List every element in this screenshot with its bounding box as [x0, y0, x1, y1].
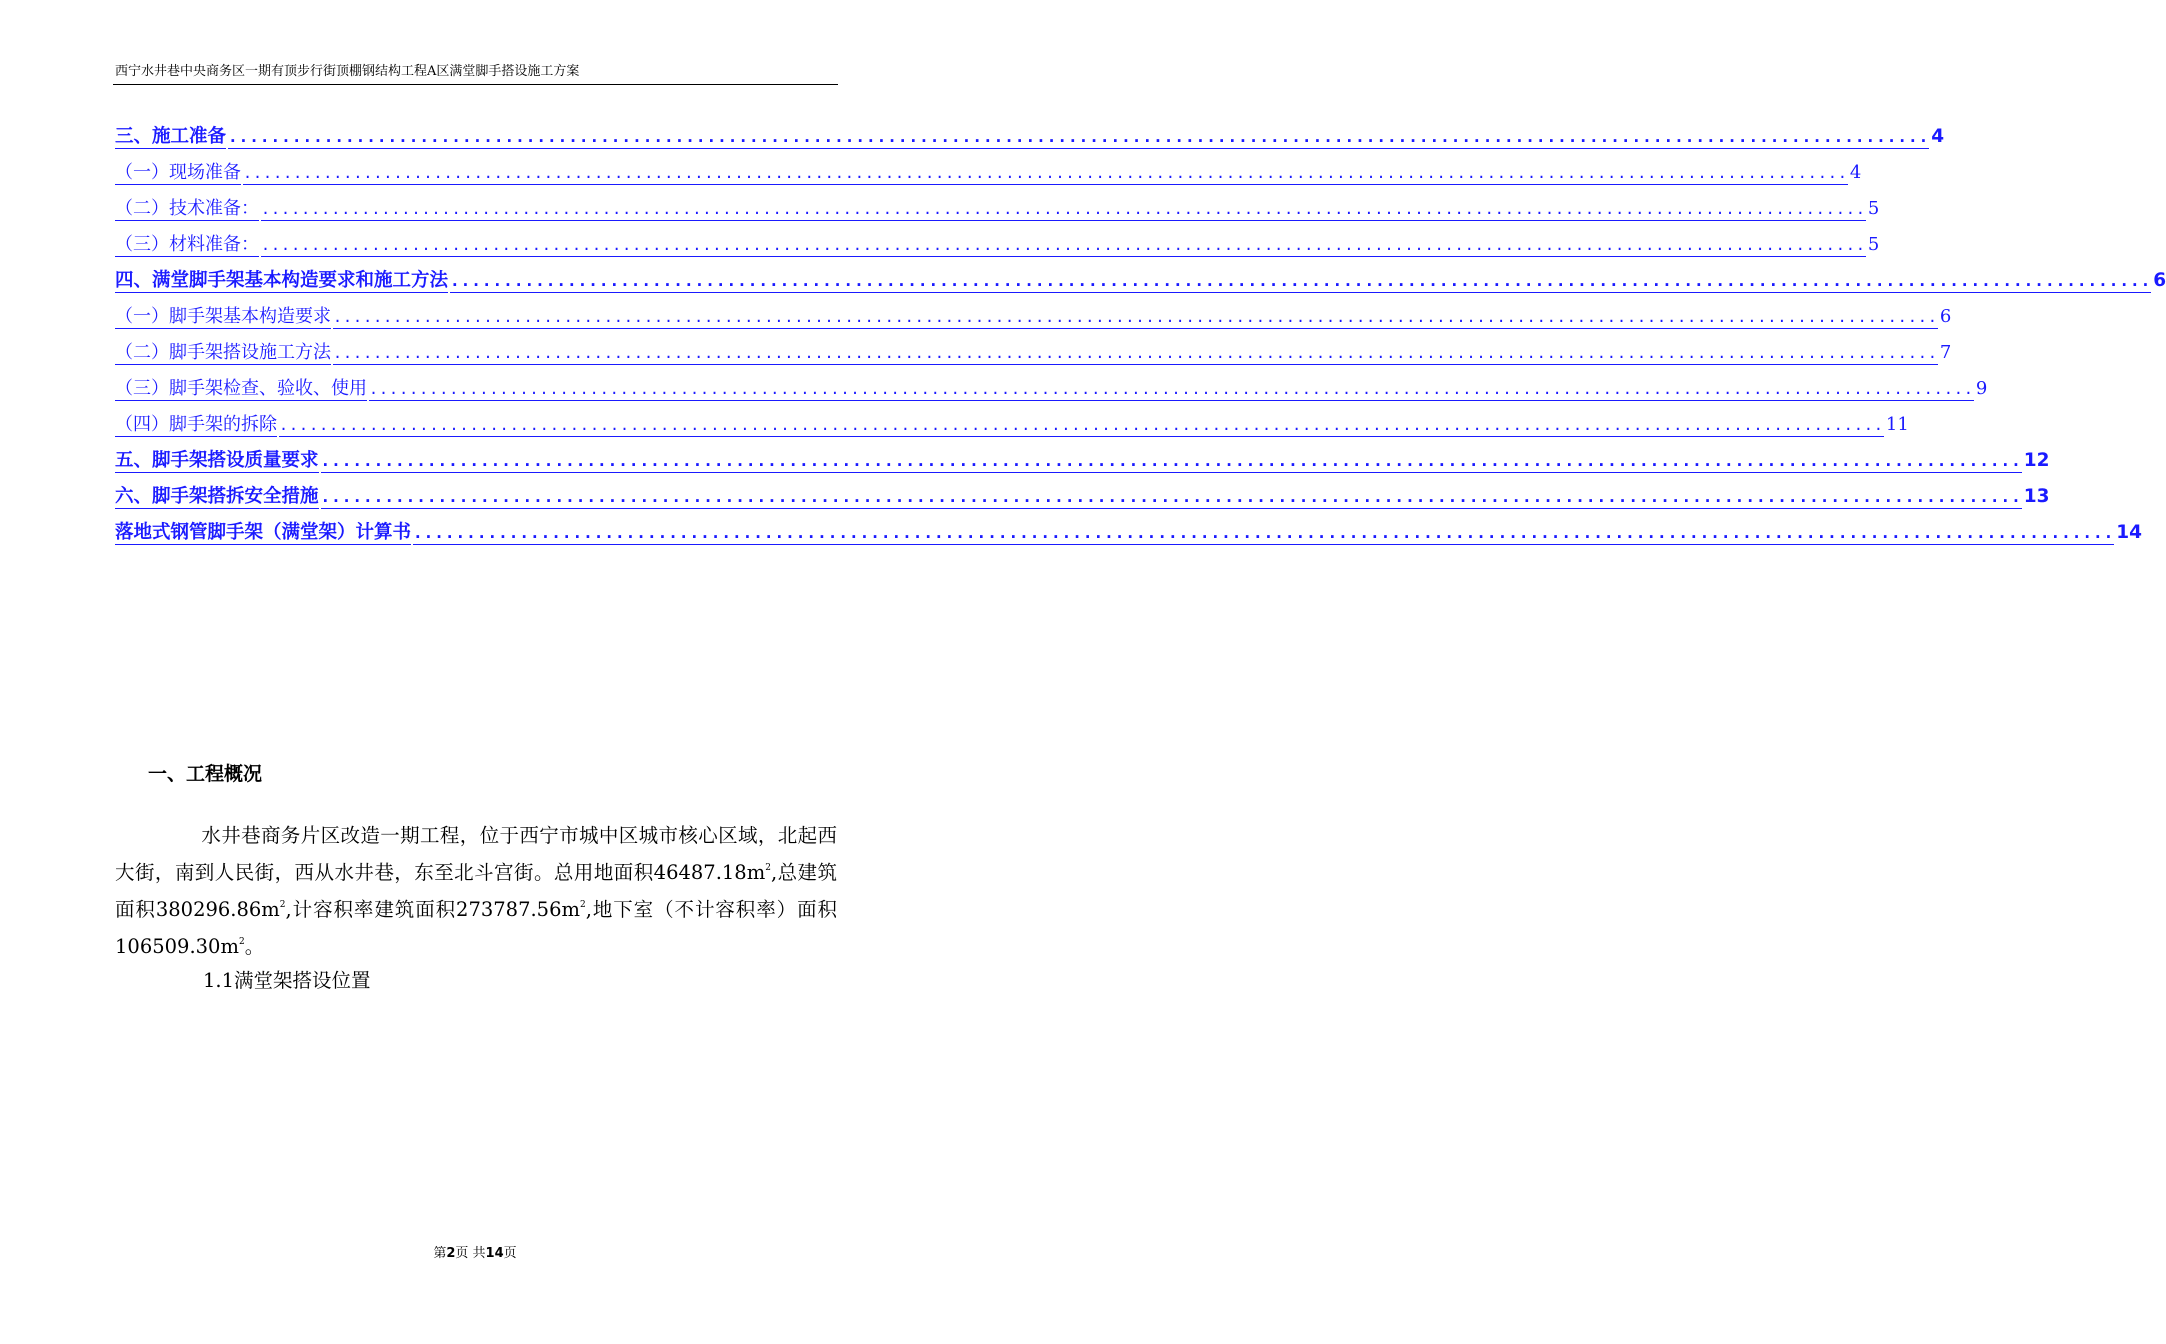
- toc-dot-leader: ................................................................................................................................................................: [369, 378, 1974, 401]
- footer-suffix: 页: [503, 1246, 517, 1261]
- superscript: 2: [279, 900, 286, 910]
- toc-dot-leader: ................................................................................................................................................................: [261, 234, 1866, 257]
- toc-dot-leader: ................................................................................................................................................................: [333, 306, 1938, 329]
- toc-dot-leader: ................................................................................................................................................................: [413, 522, 2114, 545]
- superscript: 2: [765, 863, 771, 873]
- toc-entry[interactable]: [115, 407, 1909, 443]
- toc-dot-leader: ................................................................................................................................................................: [321, 486, 2022, 509]
- toc-entry-title: （一）现场准备: [115, 161, 241, 183]
- superscript: 2: [238, 937, 245, 947]
- table-of-contents: [115, 119, 2166, 551]
- toc-entry-page: 4: [1849, 162, 1862, 183]
- toc-dot-leader: ................................................................................................................................................................: [321, 450, 2022, 473]
- toc-entry[interactable]: [115, 227, 1880, 263]
- toc-entry-title: 四、满堂脚手架基本构造要求和施工方法: [115, 269, 449, 291]
- subsection-heading: 1.1满堂架搭设位置: [203, 969, 371, 992]
- toc-entry-page: 13: [2023, 486, 2050, 507]
- document-header: 西宁水井巷中央商务区一期有顶步行街顶棚钢结构工程A区满堂脚手搭设施工方案: [115, 64, 580, 79]
- toc-entry-title: （三）材料准备：: [115, 233, 259, 255]
- toc-dot-leader: ................................................................................................................................................................: [279, 414, 1884, 437]
- toc-entry-page: 9: [1975, 378, 1988, 399]
- toc-entry-title: （二）脚手架搭设施工方法: [115, 341, 331, 363]
- toc-dot-leader: ................................................................................................................................................................: [228, 126, 1929, 149]
- paragraph-text: ,地下室（不计容积率）面积106509.30m: [115, 898, 837, 958]
- paragraph-text: ,计容积率建筑面积273787.56m: [285, 898, 580, 921]
- toc-entry[interactable]: [115, 155, 1862, 191]
- toc-entry[interactable]: [115, 119, 1945, 155]
- toc-entry-page: 6: [2153, 270, 2166, 291]
- paragraph-text: 水井巷商务片区改造一期工程，位于西宁市城中区城市核心区域，北起西大街，南到人民街，西从水井巷，东至北斗宫街。总用地面积46487.18m: [115, 824, 837, 884]
- page-footer: [0, 1246, 950, 1262]
- toc-dot-leader: ................................................................................................................................................................: [261, 198, 1866, 221]
- toc-entry-page: 5: [1867, 234, 1880, 255]
- header-divider: [113, 84, 838, 85]
- toc-entry[interactable]: [115, 263, 2166, 299]
- total-page-count: 14: [485, 1246, 504, 1261]
- toc-entry-title: 五、脚手架搭设质量要求: [115, 449, 319, 471]
- toc-entry-page: 11: [1885, 414, 1909, 435]
- toc-entry-title: 六、脚手架搭拆安全措施: [115, 485, 319, 507]
- toc-entry-page: 6: [1939, 306, 1952, 327]
- toc-entry-title: （一）脚手架基本构造要求: [115, 305, 331, 327]
- toc-entry-page: 12: [2023, 450, 2050, 471]
- current-page-number: 2: [446, 1246, 456, 1261]
- toc-dot-leader: ................................................................................................................................................................: [333, 342, 1938, 365]
- toc-entry-title: （四）脚手架的拆除: [115, 413, 277, 435]
- paragraph-text: ,总建筑面积380296.86m: [115, 861, 837, 921]
- toc-entry-page: 5: [1867, 198, 1880, 219]
- toc-entry-title: （三）脚手架检查、验收、使用: [115, 377, 367, 399]
- paragraph-text: 。: [244, 935, 265, 958]
- superscript: 2: [579, 900, 586, 910]
- toc-entry[interactable]: [115, 515, 2143, 551]
- toc-entry[interactable]: [115, 443, 2050, 479]
- footer-middle: 页 共: [455, 1246, 486, 1261]
- toc-entry-page: 7: [1939, 342, 1952, 363]
- toc-entry-page: 14: [2116, 522, 2143, 543]
- section-heading: 一、工程概况: [148, 763, 263, 785]
- toc-entry[interactable]: [115, 299, 1952, 335]
- toc-entry-title: 落地式钢管脚手架（满堂架）计算书: [115, 521, 412, 543]
- toc-entry-page: 4: [1931, 126, 1945, 147]
- toc-dot-leader: ................................................................................................................................................................: [450, 270, 2151, 293]
- footer-prefix: 第: [433, 1246, 447, 1261]
- body-paragraph: [115, 817, 837, 965]
- toc-entry[interactable]: [115, 191, 1880, 227]
- toc-entry-title: 三、施工准备: [115, 125, 227, 147]
- toc-dot-leader: ................................................................................................................................................................: [243, 162, 1848, 185]
- toc-entry[interactable]: [115, 371, 1988, 407]
- toc-entry-title: （二）技术准备：: [115, 197, 259, 219]
- toc-entry[interactable]: [115, 335, 1952, 371]
- toc-entry[interactable]: [115, 479, 2050, 515]
